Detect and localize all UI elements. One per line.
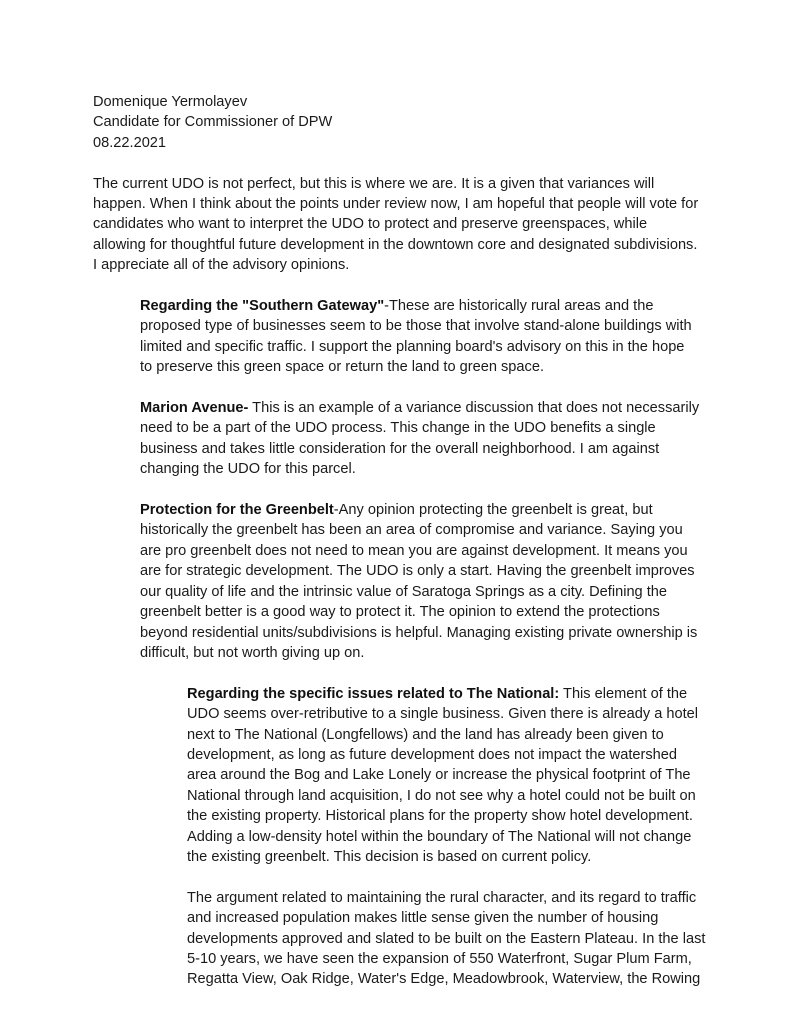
subsection-body: The argument related to maintaining the rural character, and its regard to traffic and increased population makes little sense given the number of housing developments approved and slated to be built on the Eastern Plateau. In the last 5-10 years, we have seen the expansion of 550 Waterfront, Sugar Plum Farm, Regatta View, Oak Ridge, Water's Edge, Meadowbrook, Waterview, the Rowing	[187, 889, 706, 988]
section-body: This is an example of a variance discussion that does not necessarily need to be a part of the UDO process. This change in the UDO benefits a single business and takes little consideration for the overall neighborhood. I am against changing the UDO for this parcel.	[140, 400, 700, 478]
section-heading: Protection for the Greenbelt	[140, 502, 334, 519]
section-body: -These are historically rural areas and the proposed type of businesses seem to be those that involve stand-alone buildings with limited and specific traffic. I support the planning board's advisory on this in the hope to preserve this green space or return the land to green space.	[140, 298, 692, 376]
author-name: Domenique Yermolayev	[93, 94, 248, 110]
subsection-heading: Regarding the specific issues related to The National:	[187, 685, 560, 702]
section-greenbelt-protection	[140, 500, 700, 663]
document-page	[93, 92, 706, 990]
subsection-the-national	[187, 684, 707, 868]
section-marion-avenue	[140, 398, 700, 480]
letter-header	[93, 92, 703, 153]
letter-date: 08.22.2021	[93, 134, 167, 151]
section-southern-gateway	[140, 296, 700, 378]
subsection-rural-character	[187, 888, 707, 990]
section-body: -Any opinion protecting the greenbelt is great, but historically the greenbelt has been an area of compromise and variance. Saying you are pro greenbelt does not need to mean you are against development. It means you are for strategic development. The UDO is only a start. Having the greenbelt improves our quality of life and the intrinsic value of Saratoga Springs as a city. Defining the greenbelt better is a good way to protect it. The opinion to extend the protections beyond residential units/subdivisions is helpful. Managing existing private ownership is difficult, but not worth giving up on.	[140, 502, 698, 661]
author-role: Candidate for Commissioner of DPW	[93, 114, 333, 131]
intro-paragraph: The current UDO is not perfect, but this is where we are. It is a given that variances will happen. When I think about the points under review now, I am hopeful that people will vote for candidates who want to interpret the UDO to protect and preserve greenspaces, while allowing for thoughtful future development in the downtown core and designated subdivisions. I appreciate all of the advisory opinions.	[93, 175, 699, 274]
section-heading: Marion Avenue-	[140, 400, 249, 417]
section-heading: Regarding the "Southern Gateway"	[140, 298, 385, 315]
subsection-body: This element of the UDO seems over-retributive to a single business. Given there is already a hotel next to The National (Longfellows) and the land has already been given to development, as long as future development does not impact the watershed area around the Bog and Lake Lonely or increase the physical footprint of The National through land acquisition, I do not see why a hotel could not be built on the existing property. Historical plans for the property show hotel development. Adding a low-density hotel within the boundary of The National will not change the existing greenbelt. This decision is based on current policy.	[187, 685, 699, 865]
